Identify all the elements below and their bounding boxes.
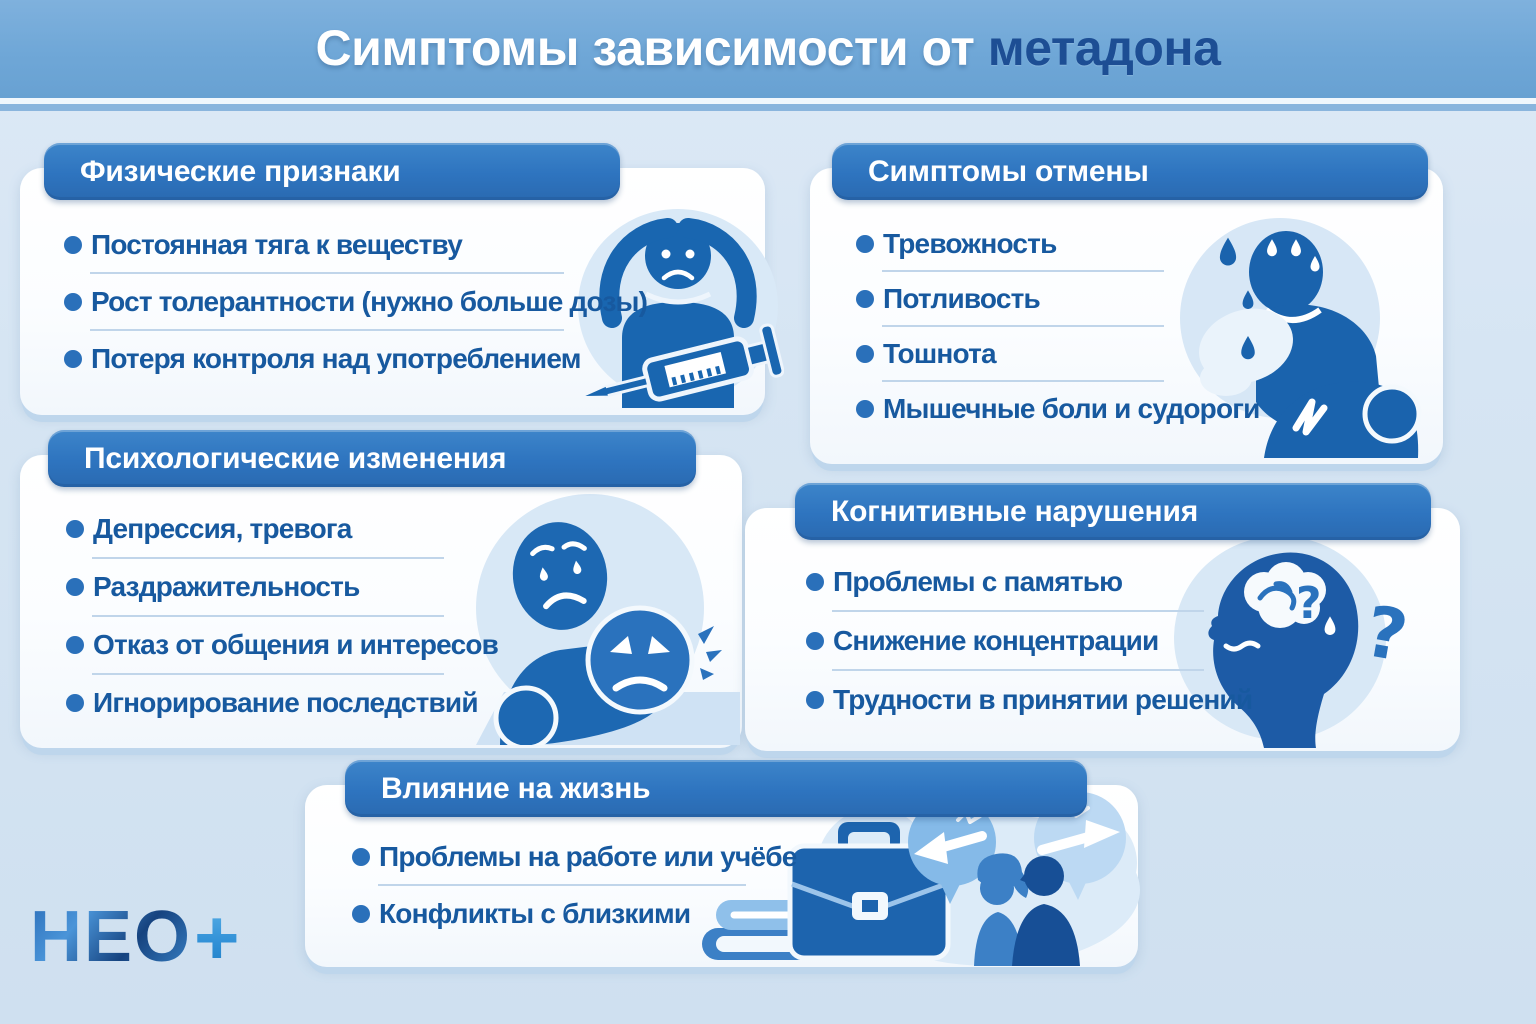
symptom-text: Отказ от общения и интересов — [93, 629, 499, 660]
card-physical-items — [64, 216, 647, 387]
svg-text:?: ? — [1296, 578, 1322, 629]
list-item — [64, 330, 647, 387]
card-withdrawal-header — [832, 143, 1428, 200]
card-psychological-items — [66, 500, 498, 732]
symptom-text: Проблемы с памятью — [833, 565, 1123, 597]
bullet-icon — [352, 905, 370, 923]
symptom-text: Рост толерантности (нужно больше дозы) — [91, 285, 648, 317]
list-item — [856, 216, 1260, 271]
symptom-text: Трудности в принятии решений — [833, 683, 1253, 715]
page-title-main: Симптомы зависимости от — [315, 20, 975, 76]
bullet-icon — [66, 636, 84, 654]
bullet-icon — [352, 848, 370, 866]
bullet-icon — [64, 293, 82, 311]
list-item — [856, 271, 1260, 326]
bullet-icon — [64, 350, 82, 368]
symptom-text: Проблемы на работе или учёбе — [379, 840, 797, 872]
bullet-icon — [856, 400, 874, 418]
page-title — [0, 0, 1536, 96]
bullet-icon — [66, 520, 84, 538]
card-psychological-title: Психологические изменения — [84, 441, 507, 475]
header-band — [0, 0, 1536, 98]
card-psychological-header — [48, 430, 696, 487]
neo-plus-logo — [30, 893, 240, 981]
list-item — [64, 216, 647, 273]
header-divider-blue — [0, 104, 1536, 111]
card-life-header — [345, 760, 1087, 817]
list-item — [66, 616, 498, 674]
card-cognitive-header — [795, 483, 1431, 540]
bullet-icon — [806, 632, 824, 650]
card-life-title: Влияние на жизнь — [381, 771, 651, 805]
bullet-icon — [806, 691, 824, 709]
list-item — [352, 885, 797, 942]
bullet-icon — [856, 290, 874, 308]
bullet-icon — [806, 573, 824, 591]
card-withdrawal-title: Симптомы отмены — [868, 154, 1149, 188]
symptom-text: Конфликты с близкими — [379, 897, 691, 929]
symptom-text: Мышечные боли и судороги — [883, 392, 1260, 424]
page-title-accent: метадона — [987, 20, 1221, 76]
bullet-icon — [66, 694, 84, 712]
list-item — [66, 500, 498, 558]
logo-plus-icon: + — [194, 893, 240, 981]
list-item — [806, 552, 1252, 611]
symptom-text: Депрессия, тревога — [93, 513, 352, 544]
symptom-text: Постоянная тяга к веществу — [91, 228, 463, 260]
symptom-text: Тошнота — [883, 337, 996, 369]
bullet-icon — [856, 345, 874, 363]
bullet-icon — [64, 236, 82, 254]
list-item — [66, 674, 498, 732]
logo-letters: НЕО — [30, 897, 193, 977]
symptom-text: Тревожность — [883, 227, 1057, 259]
list-item — [806, 670, 1252, 729]
list-item — [856, 326, 1260, 381]
list-item — [64, 273, 647, 330]
bullet-icon — [66, 578, 84, 596]
symptom-text: Снижение концентрации — [833, 624, 1159, 656]
list-item — [66, 558, 498, 616]
list-item — [806, 611, 1252, 670]
card-life-items — [352, 828, 797, 942]
svg-text:?: ? — [1359, 590, 1414, 678]
card-cognitive-title: Когнитивные нарушения — [831, 494, 1199, 528]
list-item — [352, 828, 797, 885]
bullet-icon — [856, 235, 874, 253]
card-cognitive-items — [806, 552, 1252, 729]
card-physical-header — [44, 143, 620, 200]
symptom-text: Потеря контроля над употреблением — [91, 342, 581, 374]
card-physical-title: Физические признаки — [80, 154, 401, 188]
symptom-text: Раздражительность — [93, 571, 360, 602]
symptom-text: Игнорирование последствий — [93, 687, 478, 718]
list-item — [856, 381, 1260, 436]
card-withdrawal-items — [856, 216, 1260, 436]
symptom-text: Потливость — [883, 282, 1040, 314]
